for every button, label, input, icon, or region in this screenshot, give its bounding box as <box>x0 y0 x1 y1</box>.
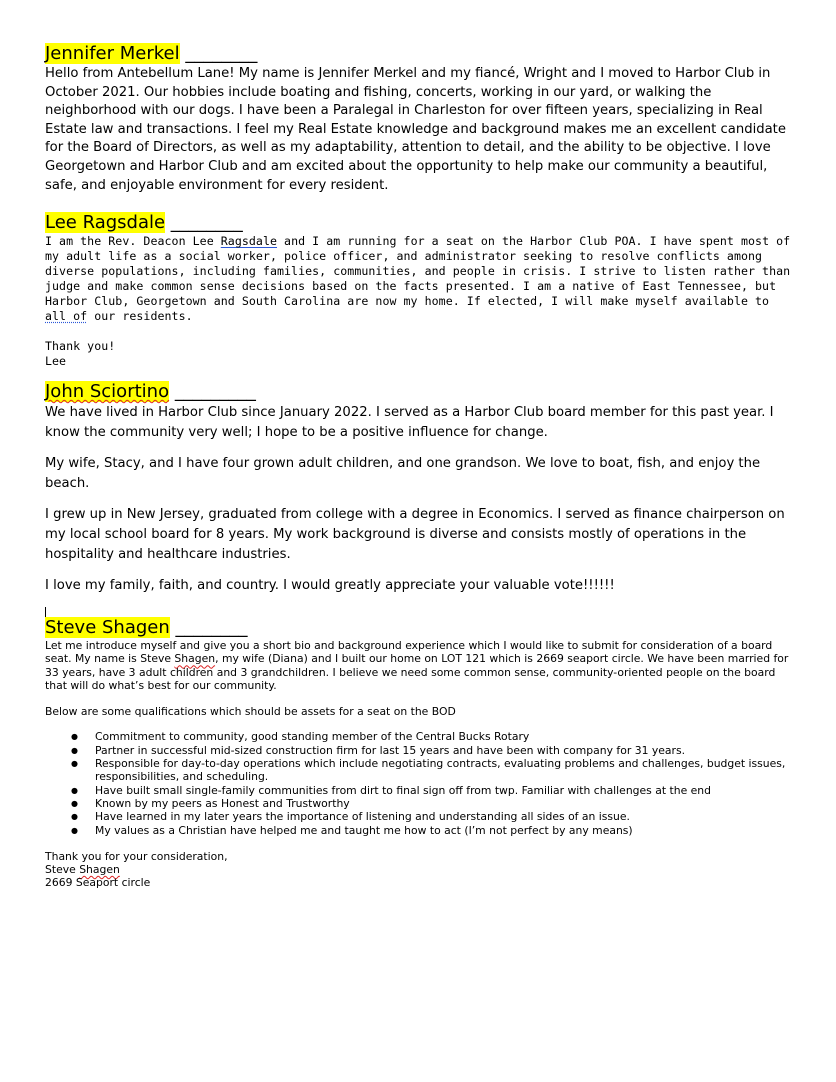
underlined-word: Ragsdale <box>220 234 278 248</box>
thanks-line: Thank you for your consideration, <box>45 849 228 863</box>
signoff-line <box>45 863 791 876</box>
signoff-line: Lee <box>45 354 67 368</box>
candidate-name <box>45 381 169 402</box>
signature-blank: ________ <box>175 617 248 638</box>
spelling-flag: Shagen <box>174 652 216 666</box>
grammar-flag: all of <box>45 309 88 323</box>
candidate-jennifer-merkel <box>45 43 791 195</box>
candidate-heading <box>45 617 791 639</box>
candidate-bio <box>45 234 791 324</box>
list-item: ● Have built small single-family communities from dirt to final sign off from twp. Familiar with challenges at the end <box>95 784 791 797</box>
qualifications-list <box>45 730 791 836</box>
closing <box>45 850 791 890</box>
candidate-bio: Hello from Antebellum Lane! My name is Jennifer Merkel and my fiancé, Wright and I moved to Harbor Club in October 2021. Our hobbies include boating and fishing, concerts, working in our yard, or walking the neighborhood with our dogs. I have been a Paralegal in Charleston for over fifteen years, specializing in Real Estate law and transactions. I feel my Real Estate knowledge and background makes me an excellent candidate for the Board of Directors, as well as my adaptability, attention to detail, and the ability to be objective. I love Georgetown and Harbor Club and am excited about the opportunity to help make our community a beautiful, safe, and enjoyable environment for every resident. <box>45 66 786 193</box>
candidate-john-sciortino <box>45 381 791 624</box>
closing <box>45 339 791 369</box>
list-item: ● Partner in successful mid-sized construction firm for last 15 years and have been with company for 31 years. <box>95 744 791 757</box>
candidate-heading <box>45 212 791 234</box>
candidate-name-text: John Sciortino <box>45 381 170 402</box>
candidate-name: Lee Ragsdale <box>45 212 166 233</box>
candidate-steve-shagen <box>45 617 791 890</box>
candidate-heading <box>45 43 791 65</box>
signoff-first: Steve <box>45 863 80 877</box>
candidate-bio <box>45 639 791 692</box>
signature-blank: ________ <box>170 212 243 233</box>
signature-blank: _________ <box>174 381 256 402</box>
bio-paragraph: I love my family, faith, and country. I would greatly appreciate your valuable vote!!!!!! <box>45 578 615 593</box>
thanks-line: Thank you! <box>45 339 116 353</box>
list-item: ● Known by my peers as Honest and Trustworthy <box>95 797 791 810</box>
candidate-heading <box>45 381 791 403</box>
list-item: ● Have learned in my later years the importance of listening and understanding all sides of an issue. <box>95 810 791 823</box>
candidate-name: Jennifer Merkel <box>45 43 180 64</box>
address-line: 2669 Seaport circle <box>45 876 151 890</box>
list-item: ● My values as a Christian have helped me and taught me how to act (I’m not perfect by any means) <box>95 824 791 837</box>
list-item: ● Responsible for day-to-day operations which include negotiating contracts, evaluating problems and challenges, budget issues, responsibilities, and scheduling. <box>95 757 791 784</box>
list-item: ● Commitment to community, good standing member of the Central Bucks Rotary <box>95 730 791 743</box>
qualifications-intro: Below are some qualifications which should be assets for a seat on the BOD <box>45 705 456 719</box>
bio-text: Let me introduce myself and give you a short bio and background experience which I would like to submit for consideration of a board seat. My name is Steve <box>45 639 773 666</box>
candidate-lee-ragsdale <box>45 212 791 369</box>
candidate-name: Steve Shagen <box>45 617 170 638</box>
signature-blank: ________ <box>185 43 258 64</box>
bio-paragraph: We have lived in Harbor Club since January 2022. I served as a Harbor Club board member for this past year. I know the community very well; I hope to be a positive influence for change. <box>45 405 774 440</box>
bio-paragraph: I grew up in New Jersey, graduated from college with a degree in Economics. I served as finance chairperson on my local school board for 8 years. My work background is diverse and consists mostly of operations in the hospitality and healthcare industries. <box>45 507 785 562</box>
spelling-flag: Shagen <box>79 863 120 877</box>
bio-text: and I am running for a seat on the Harbor Club POA. I have spent most of my adult life as a social worker, police officer, and administrator seeking to resolve conflicts among diverse populations, including families, communities, and people in crisis. I strive to listen rather than judge and make common sense decisions based on the facts presented. I am a native of East Tennessee, but Harbor Club, Georgetown and South Carolina are now my home. If elected, I will make myself available to <box>45 234 791 308</box>
bio-text: , my wife (Diana) and I built our home on LOT 121 which is 2669 seaport circle. We have been married for 33 years, have 3 adult children and 3 grandchildren. I believe we need some common sense, community-oriented people on the board that will do what’s best for our community. <box>45 652 789 692</box>
bio-paragraph: My wife, Stacy, and I have four grown adult children, and one grandson. We love to boat, fish, and enjoy the beach. <box>45 456 761 491</box>
bio-text: I am the Rev. Deacon Lee <box>45 234 221 248</box>
bio-text: our residents. <box>87 309 193 323</box>
